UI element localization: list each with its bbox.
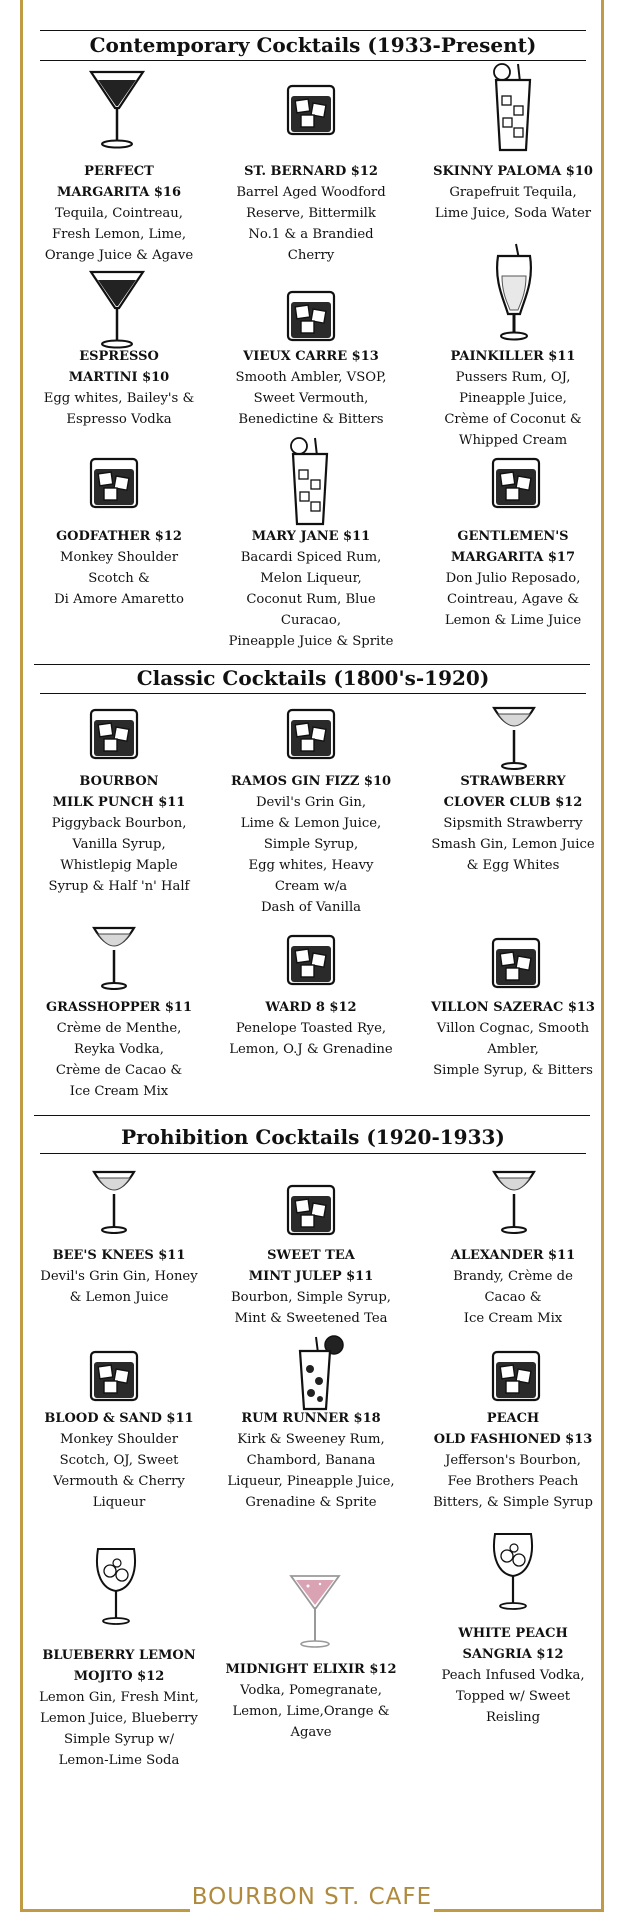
highball-glass-icon [490, 62, 536, 154]
menu-item [421, 161, 605, 224]
martini-glass-icon [88, 68, 146, 150]
item-name: BLUEBERRY LEMON MOJITO $12 [42, 1648, 196, 1684]
item-description: Grapefruit Tequila, Lime Juice, Soda Water [434, 185, 592, 221]
item-description: Monkey Shoulder Scotch & Di Amore Amaretto [54, 550, 184, 607]
item-description: Don Julio Reposado, Cointreau, Agave & Lemon & Lime Juice [444, 571, 582, 628]
collins-glass-icon [296, 1335, 346, 1411]
item-name: BOURBON MILK PUNCH $11 [52, 774, 186, 810]
item-name: ALEXANDER $11 [450, 1248, 576, 1263]
menu-item [219, 997, 403, 1060]
item-name: VIEUX CARRE $13 [243, 349, 379, 364]
item-description: Vodka, Pomegranate, Lemon, Lime,Orange & Agave [232, 1683, 390, 1740]
item-description: Kirk & Sweeney Rum, Chambord, Banana Liqueur, Pineapple Juice, Grenadine & Sprite [227, 1432, 395, 1510]
rocks-glass-icon [490, 455, 542, 511]
item-name: WARD 8 $12 [265, 1000, 357, 1015]
coupe-glass-icon [492, 1166, 536, 1236]
rocks-glass-icon [490, 935, 542, 991]
item-description: Bourbon, Simple Syrup, Mint & Sweetened Tea [230, 1290, 391, 1326]
menu-item [27, 526, 211, 610]
martini-glass-icon [88, 268, 146, 350]
item-description: Pussers Rum, OJ, Pineapple Juice, Crème of Coconut & Whipped Cream [444, 370, 582, 448]
menu-item [27, 1408, 211, 1513]
rocks-glass-icon [88, 706, 140, 762]
item-name: SWEET TEA MINT JULEP $11 [248, 1248, 374, 1284]
section-rule [40, 1153, 586, 1154]
rocks-glass-icon [88, 455, 140, 511]
item-description: Egg whites, Bailey's & Espresso Vodka [43, 391, 195, 427]
item-name: PEACH OLD FASHIONED $13 [433, 1411, 593, 1447]
menu-item [27, 1245, 211, 1308]
item-description: Barrel Aged Woodford Reserve, Bittermilk No.1 & a Brandied Cherry [236, 185, 386, 263]
highball-glass-icon [287, 436, 333, 528]
item-name: MIDNIGHT ELIXIR $12 [225, 1662, 397, 1677]
item-name: WHITE PEACH SANGRIA $12 [458, 1626, 568, 1662]
item-description: Crème de Menthe, Reyka Vodka, Crème de Cacao & Ice Cream Mix [55, 1021, 183, 1099]
section-title-prohibition: Prohibition Cocktails (1920-1933) [121, 1125, 505, 1149]
menu-item [421, 1408, 605, 1513]
coupe-glass-icon [92, 1166, 136, 1236]
rocks-glass-icon [88, 1348, 140, 1404]
menu-item [219, 161, 403, 266]
item-name: RUM RUNNER $18 [241, 1411, 381, 1426]
wine-glass-icon [92, 1545, 140, 1627]
item-description: Villon Cognac, Smooth Ambler, Simple Syrup, & Bitters [433, 1021, 593, 1078]
item-description: Monkey Shoulder Scotch, OJ, Sweet Vermouth & Cherry Liqueur [53, 1432, 185, 1510]
menu-item [219, 1659, 403, 1743]
menu-item [27, 161, 211, 266]
menu-item [219, 1408, 403, 1513]
item-description: Penelope Toasted Rye, Lemon, O.J & Grenadine [229, 1021, 393, 1057]
item-name: PERFECT MARGARITA $16 [56, 164, 182, 200]
item-name: BLOOD & SAND $11 [44, 1411, 194, 1426]
item-name: SKINNY PALOMA $10 [433, 164, 593, 179]
item-description: Smooth Ambler, VSOP, Sweet Vermouth, Benedictine & Bitters [235, 370, 387, 427]
item-description: Brandy, Crème de Cacao & Ice Cream Mix [453, 1269, 573, 1326]
wine-glass-icon [489, 1530, 537, 1612]
coupe-glass-icon [92, 922, 136, 992]
menu-item [27, 346, 211, 430]
section-rule [40, 30, 586, 31]
rocks-glass-icon [285, 288, 337, 344]
menu-item [219, 771, 403, 918]
item-name: RAMOS GIN FIZZ $10 [230, 774, 392, 789]
menu-item [421, 997, 605, 1081]
menu-item [27, 1645, 211, 1771]
menu-item [421, 771, 605, 876]
item-description: Jefferson's Bourbon, Fee Brothers Peach Bitters, & Simple Syrup [433, 1453, 593, 1510]
brand-wordmark: BOURBON ST. CAFE [191, 1884, 433, 1910]
section-title-classic: Classic Cocktails (1800's-1920) [136, 666, 490, 690]
section-rule [34, 1115, 590, 1116]
item-name: MARY JANE $11 [251, 529, 371, 544]
menu-item [421, 346, 605, 451]
item-name: ST. BERNARD $12 [244, 164, 378, 179]
rocks-glass-icon [285, 1182, 337, 1238]
menu-item [27, 997, 211, 1102]
section-rule [34, 664, 590, 665]
item-name: PAINKILLER $11 [450, 349, 576, 364]
cosmo-glass-icon [288, 1572, 342, 1650]
menu-item [219, 346, 403, 430]
item-name: GODFATHER $12 [56, 529, 182, 544]
section-rule [40, 60, 586, 61]
item-name: STRAWBERRY CLOVER CLUB $12 [443, 774, 583, 810]
coupe-glass-icon [492, 702, 536, 772]
item-name: ESPRESSO MARTINI $10 [68, 349, 170, 385]
item-description: Tequila, Cointreau, Fresh Lemon, Lime, Orange Juice & Agave [44, 206, 194, 263]
rocks-glass-icon [285, 82, 337, 138]
menu-item [421, 1245, 605, 1329]
item-description: Sipsmith Strawberry Smash Gin, Lemon Juice & Egg Whites [431, 816, 595, 873]
item-description: Devil's Grin Gin, Lime & Lemon Juice, Simple Syrup, Egg whites, Heavy Cream w/a Dash of Vanilla [240, 795, 382, 915]
section-title-contemporary: Contemporary Cocktails (1933-Present) [89, 33, 537, 57]
item-name: BEE'S KNEES $11 [52, 1248, 186, 1263]
menu-item [219, 1245, 403, 1329]
item-name: VILLON SAZERAC $13 [431, 1000, 595, 1015]
menu-item [27, 771, 211, 897]
item-name: GRASSHOPPER $11 [45, 1000, 192, 1015]
item-description: Piggyback Bourbon, Vanilla Syrup, Whistlepig Maple Syrup & Half 'n' Half [48, 816, 190, 894]
rocks-glass-icon [490, 1348, 542, 1404]
hurricane-glass-icon [490, 242, 538, 344]
item-description: Peach Infused Vodka, Topped w/ Sweet Reisling [441, 1668, 585, 1725]
menu-item [421, 526, 605, 631]
section-rule [40, 693, 586, 694]
menu-item [219, 526, 403, 652]
menu-item [421, 1623, 605, 1728]
rocks-glass-icon [285, 706, 337, 762]
item-description: Bacardi Spiced Rum, Melon Liqueur, Coconut Rum, Blue Curacao, Pineapple Juice & Sprite [228, 550, 394, 649]
item-name: GENTLEMEN'S MARGARITA $17 [450, 529, 576, 565]
item-description: Lemon Gin, Fresh Mint, Lemon Juice, Blueberry Simple Syrup w/ Lemon-Lime Soda [39, 1690, 199, 1768]
rocks-glass-icon [285, 932, 337, 988]
item-description: Devil's Grin Gin, Honey & Lemon Juice [40, 1269, 198, 1305]
